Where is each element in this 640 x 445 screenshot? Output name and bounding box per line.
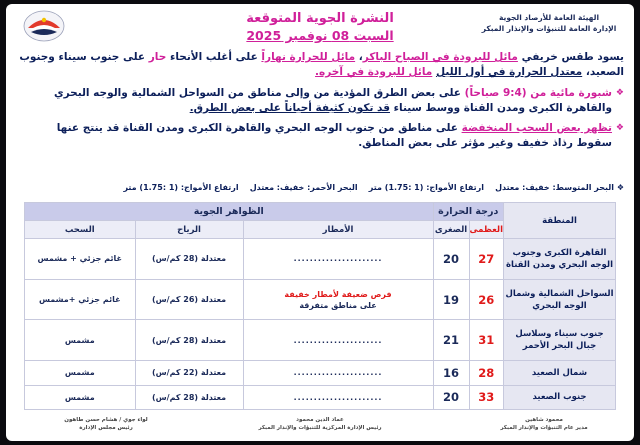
rain-cell: ...................... <box>243 361 433 385</box>
text-fragment: مائل للبرودة في الصباح الباكر <box>362 51 518 63</box>
wind-cell: معتدلة (28 كم/س) <box>135 320 243 361</box>
fog-warning <box>18 86 624 116</box>
header-phenomena: الظواهر الجوية <box>25 203 434 221</box>
header-wind: الرياح <box>135 221 243 239</box>
clouds-note <box>18 121 624 151</box>
table-row <box>25 361 616 385</box>
org-line-2: الإدارة العامة للتنبؤات والإنذار المبكر <box>481 24 617 33</box>
org-line-1: الهيئة العامة للأرصاد الجوية <box>498 13 600 22</box>
signatures <box>6 414 634 441</box>
rain-cell <box>243 279 433 320</box>
wind-cell: معتدلة (22 كم/س) <box>135 361 243 385</box>
region-cell: شمال الصعيد <box>504 361 616 385</box>
max-temp-cell: 27 <box>469 239 503 280</box>
clouds-cell: مشمس <box>25 320 136 361</box>
clouds-cell: غائم جزئي + مشمس <box>25 239 136 280</box>
signature-3 <box>36 416 176 432</box>
min-temp-cell: 20 <box>433 239 469 280</box>
signature-title: رئيس الإدارة المركزية للتنبؤات والإنذار المبكر <box>258 425 382 431</box>
sea-red-waves: ارتفاع الأمواج: (1 :1.75) متر <box>123 183 239 192</box>
text-fragment: تظهر بعض السحب المنخفضة <box>461 122 612 134</box>
region-cell: جنوب الصعيد <box>504 385 616 409</box>
signature-1 <box>474 416 614 432</box>
bulletin-date: السبت 08 نوفمبر 2025 <box>246 28 394 43</box>
text-fragment: شبورة مائية من (9:4 صباحاً) <box>464 87 612 99</box>
header-clouds: السحب <box>25 221 136 239</box>
header-region: المنطقة <box>504 203 616 239</box>
header-max: العظمى <box>469 221 503 239</box>
text-fragment: مائل للبرودة في آخره. <box>315 66 433 78</box>
text-fragment: على أغلب الأنحاء <box>166 51 262 63</box>
bulletin-title: النشرة الجوية المتوقعة <box>246 11 394 26</box>
signature-name: عماد الدين محمود <box>296 417 344 423</box>
region-cell: السواحل الشمالية وشمال الوجه البحري <box>504 279 616 320</box>
table-row <box>25 320 616 361</box>
text-fragment: ، <box>355 51 363 63</box>
signature-name: لواء جوي / هشام حسن طاهون <box>64 417 148 423</box>
max-temp-cell: 33 <box>469 385 503 409</box>
rain-area-text: على مناطق متفرقة <box>299 300 377 310</box>
forecast-text <box>18 50 624 156</box>
header-temperature: درجة الحرارة <box>433 203 503 221</box>
bulletin-page <box>6 4 634 441</box>
text-fragment: يسود طقس خريفي <box>517 51 624 63</box>
clouds-cell: غائم جزئي +مشمس <box>25 279 136 320</box>
header-rain: الأمطار <box>243 221 433 239</box>
table-row <box>25 239 616 280</box>
text-fragment: على مناطق من جنوب الوجه البحري والقاهرة الكبرى ومدن القناة قد ينتج عنها سقوط رذاذ خفيف وغير مؤثر على بعض المناطق. <box>56 122 612 149</box>
min-temp-cell: 19 <box>433 279 469 320</box>
forecast-paragraph <box>18 50 624 80</box>
sea-conditions <box>18 182 624 193</box>
region-cell: القاهرة الكبرى وجنوب الوجه البحري ومدن القناة <box>504 239 616 280</box>
text-fragment: على جنوب سيناء وجنوب الصعيد، <box>19 51 624 78</box>
min-temp-cell: 16 <box>433 361 469 385</box>
header-min: الصغرى <box>433 221 469 239</box>
max-temp-cell: 31 <box>469 320 503 361</box>
sea-med-waves: ارتفاع الأمواج: (1 :1.75) متر <box>368 183 484 192</box>
region-cell: جنوب سيناء وسلاسل جبال البحر الأحمر <box>504 320 616 361</box>
rain-cell: ...................... <box>243 320 433 361</box>
ema-logo-icon <box>22 8 66 44</box>
bulletin-header <box>6 4 634 48</box>
wind-cell: معتدلة (28 كم/س) <box>135 239 243 280</box>
table-row <box>25 279 616 320</box>
rain-cell: ...................... <box>243 385 433 409</box>
text-fragment: قد تكون كثيفة أحياناً على بعض الطرق. <box>189 102 390 114</box>
rain-cell: ...................... <box>243 239 433 280</box>
signature-title: رئيس مجلس الإدارة <box>79 425 133 431</box>
rain-chance-text: فرص ضعيفة لأمطار خفيفة <box>284 289 392 299</box>
text-fragment: مائل للحرارة نهاراً <box>261 51 356 63</box>
clouds-cell: مشمس <box>25 385 136 409</box>
signature-title: مدير عام التنبؤات والإنذار المبكر <box>500 425 588 431</box>
sea-med-row: ❖ البحر المتوسط: خفيف: معتدل ارتفاع الأمواج: (1 :1.75) متر البحر الأحمر: خفيف: معتدل ارتفاع الأمواج: (1 :1.75) متر <box>123 183 624 192</box>
min-temp-cell: 20 <box>433 385 469 409</box>
signature-name: محمود شاهين <box>525 417 563 423</box>
clouds-cell: مشمس <box>25 361 136 385</box>
signature-2 <box>250 416 390 432</box>
forecast-table <box>24 202 616 410</box>
max-temp-cell: 26 <box>469 279 503 320</box>
wind-cell: معتدلة (28 كم/س) <box>135 385 243 409</box>
text-fragment: معتدل الحرارة في أول الليل <box>435 66 583 78</box>
text-fragment: حار <box>148 51 167 63</box>
max-temp-cell: 28 <box>469 361 503 385</box>
wind-cell: معتدلة (26 كم/س) <box>135 279 243 320</box>
text-fragment: على بعض الطرق المؤدية من وإلى مناطق من السواحل الشمالية والوجه البحري والقاهرة الكبرى ومدن القناة ووسط سيناء <box>53 87 612 114</box>
bulletin-title-block <box>220 10 420 44</box>
sea-med-state: البحر المتوسط: خفيف: معتدل <box>495 183 615 192</box>
sea-red-state: البحر الأحمر: خفيف: معتدل <box>249 183 358 192</box>
table-row <box>25 385 616 409</box>
organization-name <box>474 12 624 34</box>
min-temp-cell: 21 <box>433 320 469 361</box>
